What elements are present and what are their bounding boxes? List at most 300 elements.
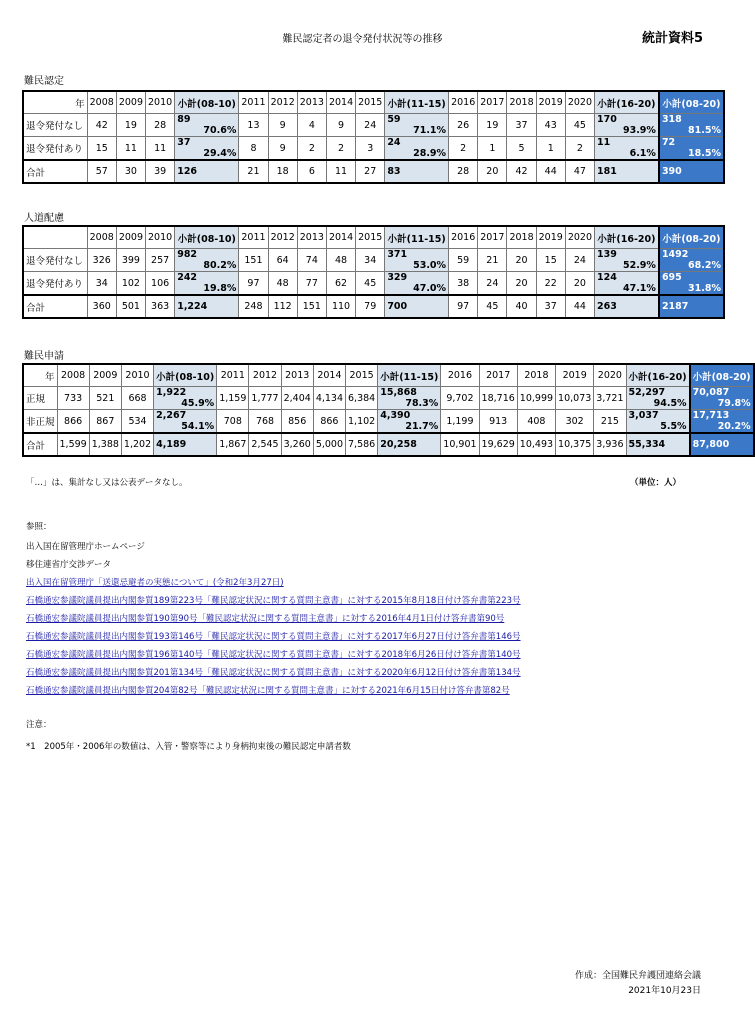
year-header: 2008 xyxy=(57,364,89,387)
subtotal-percent: 5.5% xyxy=(660,421,687,432)
data-cell: 1 xyxy=(536,137,565,161)
data-cell: 28 xyxy=(449,160,478,183)
data-cell: 5 xyxy=(507,137,536,161)
row-label: 退令発付なし xyxy=(23,114,87,137)
subtotal-cell xyxy=(175,295,239,318)
subtotal-cell xyxy=(595,114,659,137)
data-cell: 38 xyxy=(449,272,478,296)
data-cell: 10,375 xyxy=(556,433,594,456)
subtotal-value: 52,297 xyxy=(628,387,666,398)
data-cell: 22 xyxy=(536,272,565,296)
year-header: 2010 xyxy=(121,364,153,387)
subtotal-header: 小計(08-10) xyxy=(154,364,217,387)
data-cell: 2 xyxy=(449,137,478,161)
total-header: 小計(08-20) xyxy=(690,364,754,387)
year-header: 2012 xyxy=(268,226,297,249)
subtotal-percent: 45.9% xyxy=(181,398,215,409)
data-cell: 45 xyxy=(356,272,385,296)
subtotal-cell xyxy=(378,387,441,410)
year-header: 2010 xyxy=(146,91,175,114)
data-cell: 110 xyxy=(326,295,355,318)
subtotal-cell xyxy=(175,137,239,161)
year-header: 2018 xyxy=(507,226,536,249)
row-label: 合計 xyxy=(23,295,87,318)
subtotal-percent: 28.9% xyxy=(413,148,447,159)
subtotal-cell xyxy=(175,272,239,296)
subtotal-header: 小計(11-15) xyxy=(385,91,449,114)
data-cell: 34 xyxy=(356,249,385,272)
section-label: 難民申請 xyxy=(24,351,64,362)
data-cell: 2,404 xyxy=(281,387,313,410)
subtotal-value: 181 xyxy=(597,166,617,177)
subtotal-value: 37 xyxy=(177,137,191,148)
year-header: 2016 xyxy=(441,364,479,387)
reference-link[interactable]: 石橋通宏参議院議員提出内閣参質196第140号「難民認定状況に関する質問主意書」に対する2018年6月26日付け答弁書第140号 xyxy=(26,650,521,660)
stats-table xyxy=(22,225,725,319)
data-cell: 34 xyxy=(87,272,116,296)
year-header: 2008 xyxy=(87,226,116,249)
data-cell: 534 xyxy=(121,410,153,434)
data-cell: 97 xyxy=(239,272,268,296)
subtotal-value: 15,868 xyxy=(380,387,417,398)
year-header: 2020 xyxy=(565,91,594,114)
subtotal-percent: 78.3% xyxy=(405,398,439,409)
data-cell: 1,102 xyxy=(346,410,378,434)
subtotal-value: 2,267 xyxy=(156,410,187,421)
subtotal-percent: 71.1% xyxy=(413,125,447,136)
year-header: 2009 xyxy=(116,226,145,249)
reference-link[interactable]: 石橋通宏参議院議員提出内閣参質201第134号「難民認定状況に関する質問主意書」に対する2020年6月12日付け答弁書第134号 xyxy=(26,668,521,678)
data-cell: 10,901 xyxy=(441,433,479,456)
subtotal-value: 89 xyxy=(177,114,191,125)
data-cell: 106 xyxy=(146,272,175,296)
subtotal-header: 小計(16-20) xyxy=(626,364,690,387)
data-cell: 248 xyxy=(239,295,268,318)
data-cell: 5,000 xyxy=(313,433,345,456)
row-label: 合計 xyxy=(23,433,57,456)
total-cell xyxy=(659,272,724,296)
data-cell: 10,493 xyxy=(517,433,555,456)
data-cell: 21 xyxy=(478,249,507,272)
data-cell: 45 xyxy=(565,114,594,137)
year-header: 2017 xyxy=(478,91,507,114)
year-header: 2018 xyxy=(507,91,536,114)
table-header-row xyxy=(23,91,724,114)
data-cell: 112 xyxy=(268,295,297,318)
subtotal-value: 1,224 xyxy=(177,301,208,312)
subtotal-percent: 70.6% xyxy=(203,125,237,136)
data-cell: 15 xyxy=(87,137,116,161)
data-cell: 1,599 xyxy=(57,433,89,456)
year-header: 2015 xyxy=(346,364,378,387)
subtotal-percent: 52.9% xyxy=(622,260,656,271)
data-cell: 2 xyxy=(565,137,594,161)
total-value: 70,087 xyxy=(692,387,730,398)
year-header: 2011 xyxy=(239,91,268,114)
row-label: 合計 xyxy=(23,160,87,183)
subtotal-cell xyxy=(154,433,217,456)
data-cell: 1,202 xyxy=(121,433,153,456)
table-row xyxy=(23,249,724,272)
subtotal-value: 4,390 xyxy=(380,410,411,421)
section-label: 人道配慮 xyxy=(24,213,64,224)
total-percent: 18.5% xyxy=(688,148,721,159)
subtotal-value: 139 xyxy=(597,249,617,260)
year-header: 2017 xyxy=(479,364,517,387)
data-cell: 733 xyxy=(57,387,89,410)
year-header-label xyxy=(23,226,87,249)
page-title: 難民認定者の退令発付状況等の推移 xyxy=(282,34,443,45)
data-cell: 40 xyxy=(507,295,536,318)
caution-text: *1 2005年・2006年の数値は、入管・警察等により身柄拘束後の難民認定申請者数 xyxy=(26,742,351,752)
year-header: 2014 xyxy=(326,91,355,114)
subtotal-header: 小計(16-20) xyxy=(595,226,659,249)
subtotal-cell xyxy=(595,160,659,183)
data-cell: 257 xyxy=(146,249,175,272)
data-cell: 42 xyxy=(507,160,536,183)
data-cell: 9 xyxy=(268,137,297,161)
reference-link[interactable]: 石橋通宏参議院議員提出内閣参質189第223号「難民認定状況に関する質問主意書」に対する2015年8月18日付け答弁書第223号 xyxy=(26,596,521,606)
subtotal-cell xyxy=(385,160,449,183)
table-row xyxy=(23,295,724,318)
subtotal-cell xyxy=(385,272,449,296)
data-cell: 11 xyxy=(116,137,145,161)
data-cell: 856 xyxy=(281,410,313,434)
data-cell: 6,384 xyxy=(346,387,378,410)
data-cell: 521 xyxy=(89,387,121,410)
data-cell: 64 xyxy=(268,249,297,272)
subtotal-value: 83 xyxy=(387,166,401,177)
subtotal-value: 126 xyxy=(177,166,198,177)
total-header: 小計(08-20) xyxy=(659,91,724,114)
data-cell: 1,867 xyxy=(217,433,249,456)
total-value: 87,800 xyxy=(692,439,730,450)
total-percent: 20.2% xyxy=(717,421,751,432)
data-cell: 24 xyxy=(478,272,507,296)
data-cell: 7,586 xyxy=(346,433,378,456)
total-percent: 31.8% xyxy=(688,283,721,294)
data-cell: 867 xyxy=(89,410,121,434)
data-cell: 19 xyxy=(116,114,145,137)
reference-text: 出入国在留管理庁ホームページ xyxy=(26,542,145,552)
year-header: 2014 xyxy=(326,226,355,249)
data-cell: 399 xyxy=(116,249,145,272)
total-value: 1492 xyxy=(661,249,689,260)
data-cell: 1,159 xyxy=(217,387,249,410)
data-cell: 48 xyxy=(268,272,297,296)
data-cell: 44 xyxy=(565,295,594,318)
year-header: 2018 xyxy=(517,364,555,387)
data-cell: 24 xyxy=(356,114,385,137)
data-cell: 1 xyxy=(478,137,507,161)
data-cell: 39 xyxy=(146,160,175,183)
data-cell: 2 xyxy=(297,137,326,161)
section-label: 難民認定 xyxy=(24,76,64,87)
data-cell: 43 xyxy=(536,114,565,137)
data-cell: 1,199 xyxy=(441,410,479,434)
data-cell: 21 xyxy=(239,160,268,183)
total-cell xyxy=(690,410,754,434)
total-percent: 68.2% xyxy=(688,260,721,271)
data-cell: 57 xyxy=(87,160,116,183)
data-cell: 10,073 xyxy=(556,387,594,410)
year-header: 2017 xyxy=(478,226,507,249)
missing-data-note: 「…」は、集計なし又は公表データなし。 xyxy=(26,478,188,488)
data-cell: 11 xyxy=(326,160,355,183)
data-cell: 501 xyxy=(116,295,145,318)
data-cell: 1,388 xyxy=(89,433,121,456)
data-cell: 42 xyxy=(87,114,116,137)
data-cell: 20 xyxy=(565,272,594,296)
year-header: 2012 xyxy=(249,364,281,387)
data-cell: 360 xyxy=(87,295,116,318)
footer-date: 2021年10月23日 xyxy=(628,986,701,996)
row-label: 正規 xyxy=(23,387,57,410)
subtotal-cell xyxy=(378,410,441,434)
subtotal-cell xyxy=(385,295,449,318)
subtotal-percent: 47.1% xyxy=(622,283,656,294)
subtotal-cell xyxy=(385,137,449,161)
data-cell: 3,936 xyxy=(594,433,626,456)
data-cell: 913 xyxy=(479,410,517,434)
row-label: 退令発付あり xyxy=(23,137,87,161)
subtotal-value: 11 xyxy=(597,137,611,148)
data-cell: 708 xyxy=(217,410,249,434)
data-cell: 9,702 xyxy=(441,387,479,410)
subtotal-percent: 53.0% xyxy=(413,260,447,271)
year-header: 2010 xyxy=(146,226,175,249)
subtotal-value: 4,189 xyxy=(156,439,187,450)
subtotal-header: 小計(11-15) xyxy=(378,364,441,387)
total-cell xyxy=(659,160,724,183)
total-cell xyxy=(659,137,724,161)
data-cell: 866 xyxy=(57,410,89,434)
data-cell: 26 xyxy=(449,114,478,137)
subtotal-cell xyxy=(595,249,659,272)
subtotal-percent: 29.4% xyxy=(203,148,237,159)
data-cell: 24 xyxy=(565,249,594,272)
subtotal-percent: 6.1% xyxy=(629,148,656,159)
references-heading: 参照： xyxy=(26,522,52,532)
table-header-row xyxy=(23,226,724,249)
total-value: 695 xyxy=(661,272,682,283)
year-header: 2016 xyxy=(449,226,478,249)
data-cell: 3 xyxy=(356,137,385,161)
year-header: 2011 xyxy=(239,226,268,249)
table-row xyxy=(23,137,724,161)
subtotal-value: 3,037 xyxy=(628,410,659,421)
subtotal-header: 小計(11-15) xyxy=(385,226,449,249)
data-cell: 77 xyxy=(297,272,326,296)
data-cell: 2 xyxy=(326,137,355,161)
table-header-row xyxy=(23,364,754,387)
subtotal-cell xyxy=(595,272,659,296)
data-cell: 19 xyxy=(478,114,507,137)
subtotal-value: 242 xyxy=(177,272,198,283)
data-cell: 326 xyxy=(87,249,116,272)
unit-label: （単位：人） xyxy=(629,478,681,488)
subtotal-header: 小計(16-20) xyxy=(595,91,659,114)
total-cell xyxy=(659,249,724,272)
total-cell xyxy=(690,387,754,410)
year-header: 2013 xyxy=(281,364,313,387)
table-row xyxy=(23,433,754,456)
year-header: 2019 xyxy=(536,91,565,114)
data-cell: 6 xyxy=(297,160,326,183)
data-cell: 19,629 xyxy=(479,433,517,456)
subtotal-cell xyxy=(626,387,690,410)
data-cell: 768 xyxy=(249,410,281,434)
year-header-label: 年 xyxy=(23,91,87,114)
data-cell: 62 xyxy=(326,272,355,296)
data-cell: 151 xyxy=(297,295,326,318)
subtotal-percent: 54.1% xyxy=(181,421,215,432)
year-header: 2020 xyxy=(594,364,626,387)
year-header-label: 年 xyxy=(23,364,57,387)
data-cell: 37 xyxy=(536,295,565,318)
stats-table xyxy=(22,363,755,457)
table-row xyxy=(23,387,754,410)
data-cell: 215 xyxy=(594,410,626,434)
year-header: 2008 xyxy=(87,91,116,114)
data-cell: 20 xyxy=(478,160,507,183)
total-value: 72 xyxy=(661,137,676,148)
subtotal-percent: 19.8% xyxy=(203,283,237,294)
subtotal-value: 371 xyxy=(387,249,408,260)
data-cell: 3,260 xyxy=(281,433,313,456)
year-header: 2015 xyxy=(356,226,385,249)
data-cell: 37 xyxy=(507,114,536,137)
data-cell: 2,545 xyxy=(249,433,281,456)
data-cell: 97 xyxy=(449,295,478,318)
reference-link[interactable]: 石橋通宏参議院議員提出内閣参質204第82号「難民認定状況に関する質問主意書」に対する2021年6月15日付け答弁書第82号 xyxy=(26,686,510,696)
total-cell xyxy=(659,295,724,318)
subtotal-cell xyxy=(175,114,239,137)
year-header: 2011 xyxy=(217,364,249,387)
subtotal-value: 170 xyxy=(597,114,617,125)
subtotal-percent: 94.5% xyxy=(653,398,687,409)
subtotal-value: 263 xyxy=(597,301,617,312)
subtotal-value: 1,922 xyxy=(156,387,187,398)
data-cell: 13 xyxy=(239,114,268,137)
document-badge: 統計資料5 xyxy=(641,31,703,46)
subtotal-cell xyxy=(595,295,659,318)
data-cell: 866 xyxy=(313,410,345,434)
total-percent: 81.5% xyxy=(688,125,721,136)
row-label: 退令発付なし xyxy=(23,249,87,272)
table-row xyxy=(23,272,724,296)
subtotal-percent: 47.0% xyxy=(413,283,447,294)
subtotal-percent: 21.7% xyxy=(405,421,439,432)
subtotal-cell xyxy=(378,433,441,456)
year-header: 2014 xyxy=(313,364,345,387)
data-cell: 27 xyxy=(356,160,385,183)
data-cell: 74 xyxy=(297,249,326,272)
subtotal-cell xyxy=(154,410,217,434)
year-header: 2016 xyxy=(449,91,478,114)
data-cell: 363 xyxy=(146,295,175,318)
total-value: 390 xyxy=(661,166,682,177)
data-cell: 408 xyxy=(517,410,555,434)
data-cell: 18 xyxy=(268,160,297,183)
reference-link[interactable]: 石橋通宏参議院議員提出内閣参質190第90号「難民認定状況に関する質問主意書」に対する2016年4月1日付け答弁書第90号 xyxy=(26,614,505,624)
data-cell: 3,721 xyxy=(594,387,626,410)
subtotal-value: 982 xyxy=(177,249,198,260)
data-cell: 9 xyxy=(268,114,297,137)
subtotal-value: 124 xyxy=(597,272,617,283)
data-cell: 30 xyxy=(116,160,145,183)
data-cell: 151 xyxy=(239,249,268,272)
year-header: 2009 xyxy=(89,364,121,387)
reference-link[interactable]: 出入国在留管理庁「送還忌避者の実態について」(令和2年3月27日) xyxy=(26,578,284,588)
data-cell: 48 xyxy=(326,249,355,272)
subtotal-value: 24 xyxy=(387,137,401,148)
subtotal-percent: 93.9% xyxy=(622,125,656,136)
data-cell: 79 xyxy=(356,295,385,318)
total-value: 318 xyxy=(661,114,682,125)
subtotal-value: 20,258 xyxy=(380,439,417,450)
total-percent: 79.8% xyxy=(717,398,751,409)
table-row xyxy=(23,410,754,434)
data-cell: 4 xyxy=(297,114,326,137)
row-label: 退令発付あり xyxy=(23,272,87,296)
data-cell: 15 xyxy=(536,249,565,272)
year-header: 2019 xyxy=(536,226,565,249)
subtotal-cell xyxy=(385,249,449,272)
data-cell: 45 xyxy=(478,295,507,318)
data-cell: 1,777 xyxy=(249,387,281,410)
reference-text: 移住連省庁交渉データ xyxy=(26,560,112,570)
table-row xyxy=(23,114,724,137)
subtotal-header: 小計(08-10) xyxy=(175,91,239,114)
reference-link[interactable]: 石橋通宏参議院議員提出内閣参質193第146号「難民認定状況に関する質問主意書」に対する2017年6月27日付け答弁書第146号 xyxy=(26,632,521,642)
table-row xyxy=(23,160,724,183)
total-header: 小計(08-20) xyxy=(659,226,724,249)
data-cell: 11 xyxy=(146,137,175,161)
caution-heading: 注意： xyxy=(26,720,52,730)
stats-table xyxy=(22,90,725,184)
data-cell: 44 xyxy=(536,160,565,183)
data-cell: 8 xyxy=(239,137,268,161)
subtotal-cell xyxy=(626,433,690,456)
data-cell: 20 xyxy=(507,272,536,296)
subtotal-cell xyxy=(595,137,659,161)
subtotal-value: 59 xyxy=(387,114,401,125)
subtotal-cell xyxy=(385,114,449,137)
subtotal-percent: 80.2% xyxy=(203,260,237,271)
data-cell: 10,999 xyxy=(517,387,555,410)
data-cell: 668 xyxy=(121,387,153,410)
total-cell xyxy=(690,433,754,456)
data-cell: 20 xyxy=(507,249,536,272)
subtotal-cell xyxy=(175,160,239,183)
year-header: 2015 xyxy=(356,91,385,114)
footer-organization: 作成：全国難民弁護団連絡会議 xyxy=(574,971,701,981)
data-cell: 28 xyxy=(146,114,175,137)
data-cell: 9 xyxy=(326,114,355,137)
data-cell: 59 xyxy=(449,249,478,272)
data-cell: 4,134 xyxy=(313,387,345,410)
data-cell: 102 xyxy=(116,272,145,296)
total-cell xyxy=(659,114,724,137)
year-header: 2013 xyxy=(297,226,326,249)
subtotal-value: 700 xyxy=(387,301,408,312)
year-header: 2009 xyxy=(116,91,145,114)
subtotal-cell xyxy=(175,249,239,272)
subtotal-cell xyxy=(626,410,690,434)
total-value: 2187 xyxy=(661,301,689,312)
data-cell: 47 xyxy=(565,160,594,183)
